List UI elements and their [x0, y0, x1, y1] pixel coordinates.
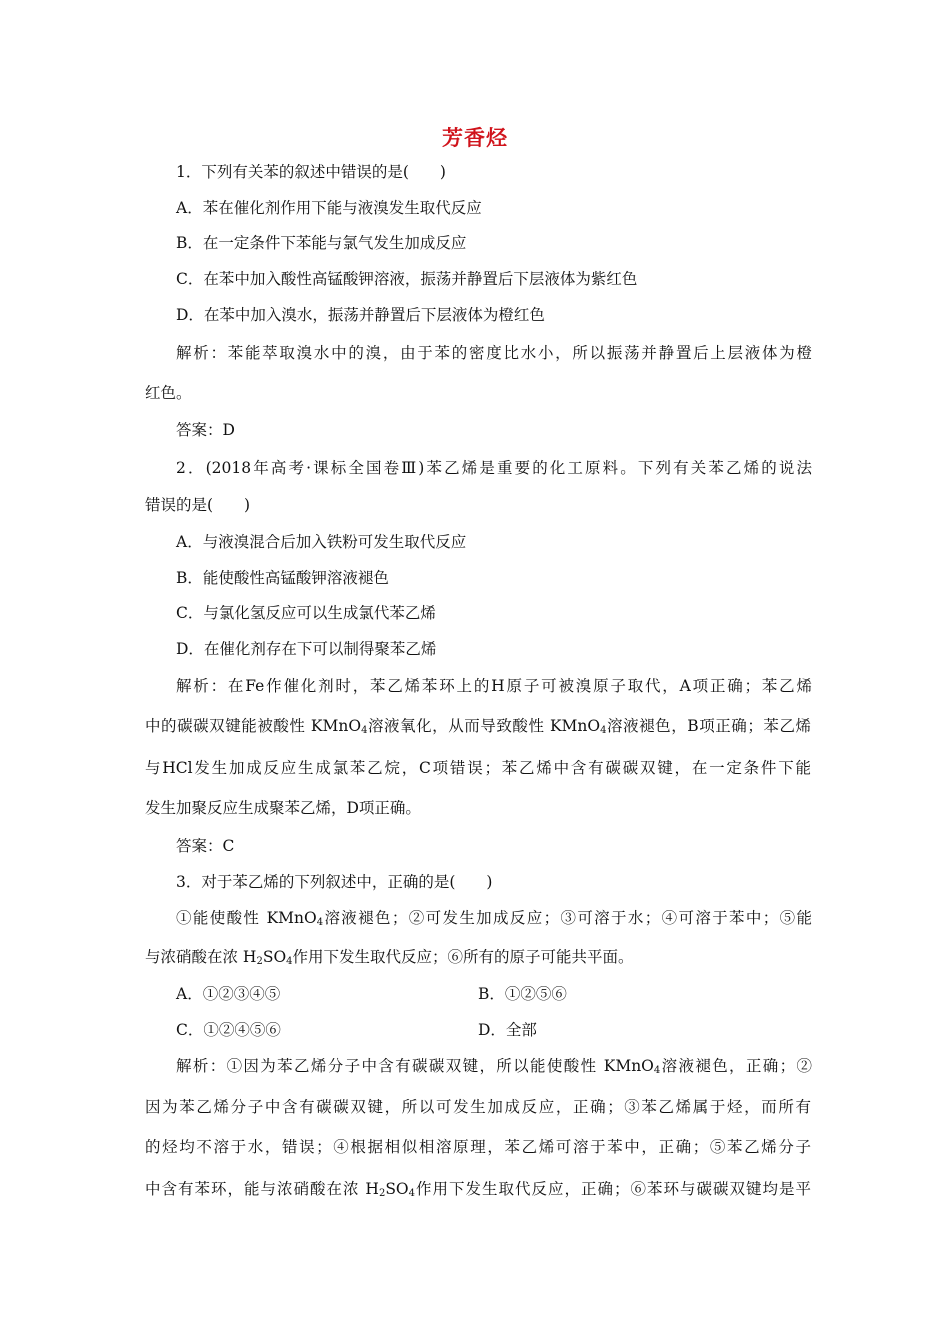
question-2-option-a: A．与液溴混合后加入铁粉可发生取代反应	[176, 533, 467, 551]
question-2-explanation-line-1: 解析：在Fe作催化剂时，苯乙烯苯环上的H原子可被溴原子取代，A项正确；苯乙烯	[176, 677, 812, 695]
question-1-answer: 答案：D	[176, 421, 235, 439]
question-3-option-b: B．①②⑤⑥	[478, 985, 567, 1003]
question-1-option-b: B．在一定条件下苯能与氯气发生加成反应	[176, 234, 467, 252]
question-2-option-b: B．能使酸性高锰酸钾溶液褪色	[176, 569, 389, 587]
question-2-explanation-line-3: 与HCl发生加成反应生成氯苯乙烷，C项错误；苯乙烯中含有碳碳双键，在一定条件下能	[145, 759, 811, 777]
question-3-statement-line-1: ①能使酸性 KMnO$_4$溶液褪色；②可发生加成反应；③可溶于水；④可溶于苯中；⑤能	[176, 909, 812, 928]
question-2-answer: 答案：C	[176, 837, 235, 855]
question-1-stem: 1．下列有关苯的叙述中错误的是( )	[176, 163, 446, 181]
question-1-option-a: A．苯在催化剂作用下能与液溴发生取代反应	[176, 199, 482, 217]
question-2-option-d: D．在催化剂存在下可以制得聚苯乙烯	[176, 640, 437, 658]
question-3-explanation-line-1: 解析：①因为苯乙烯分子中含有碳碳双键，所以能使酸性 KMnO$_4$溶液褪色，正确；②	[176, 1057, 812, 1076]
question-1-option-d: D．在苯中加入溴水，振荡并静置后下层液体为橙红色	[176, 306, 545, 324]
question-3-explanation-line-4: 中含有苯环，能与浓硝酸在浓 $H_2SO_4$作用下发生取代反应，正确；⑥苯环与碳碳双键均是平	[145, 1180, 811, 1199]
question-3-option-d: D．全部	[478, 1021, 537, 1039]
question-3-explanation-line-2: 因为苯乙烯分子中含有碳碳双键，所以可发生加成反应，正确；③苯乙烯属于烃，而所有	[145, 1098, 811, 1116]
page-title: 芳香烃	[442, 125, 508, 150]
question-3-stem: 3．对于苯乙烯的下列叙述中，正确的是( )	[176, 873, 493, 891]
question-1-explanation-line-1: 解析：苯能萃取溴水中的溴，由于苯的密度比水小，所以振荡并静置后上层液体为橙	[176, 344, 812, 362]
question-2-option-c: C．与氯化氢反应可以生成氯代苯乙烯	[176, 604, 436, 622]
question-2-stem-line-1: 2．(2018年高考·课标全国卷Ⅲ)苯乙烯是重要的化工原料。下列有关苯乙烯的说法	[176, 459, 812, 477]
question-3-statement-line-2: 与浓硝酸在浓 $H_2SO_4$作用下发生取代反应；⑥所有的原子可能共平面。	[145, 948, 634, 967]
question-2-explanation-line-2: 中的碳碳双键能被酸性 KMnO$_4$溶液氧化，从而导致酸性 KMnO$_4$溶液褪色，B项正确；苯乙烯	[145, 717, 811, 736]
question-3-option-c: C．①②④⑤⑥	[176, 1021, 281, 1039]
question-1-explanation-line-2: 红色。	[145, 384, 192, 402]
question-3-explanation-line-3: 的烃均不溶于水，错误；④根据相似相溶原理，苯乙烯可溶于苯中，正确；⑤苯乙烯分子	[145, 1138, 811, 1156]
question-2-explanation-line-4: 发生加聚反应生成聚苯乙烯，D项正确。	[145, 799, 421, 817]
question-3-option-a: A．①②③④⑤	[176, 985, 281, 1003]
question-1-option-c: C．在苯中加入酸性高锰酸钾溶液，振荡并静置后下层液体为紫红色	[176, 270, 638, 288]
question-2-stem-line-2: 错误的是( )	[145, 496, 251, 514]
